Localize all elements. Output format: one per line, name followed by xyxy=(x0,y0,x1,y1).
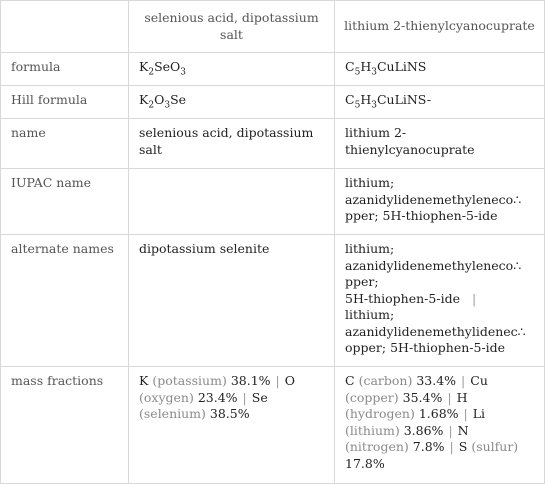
table-row xyxy=(1,235,545,367)
column-header-compound-b: lithium 2-thienylcyanocuprate xyxy=(335,1,545,53)
formula-compound-a: $K_2SeO_3$ xyxy=(129,53,335,86)
table-row xyxy=(1,119,545,169)
table-row xyxy=(1,367,545,484)
mass-fractions-compound-a: K (potassium) 38.1% | O (oxygen) 23.4% | Se (selenium) 38.5% xyxy=(129,367,335,484)
header-row xyxy=(1,1,545,53)
separator: | xyxy=(471,290,477,306)
mass-fractions-compound-b: C (carbon) 33.4% | Cu (copper) 35.4% | H (hydrogen) 1.68% | Li (lithium) 3.86% | N (nitrogen) 7.8% | S (sulfur) 17.8% xyxy=(335,367,545,484)
header-empty-cell xyxy=(1,1,129,53)
alternate-names-compound-a: dipotassium selenite xyxy=(129,235,335,367)
hill-formula-compound-a: $K_2O_3Se$ xyxy=(129,86,335,119)
column-header-compound-a: selenious acid, dipotassium salt xyxy=(129,1,335,53)
name-compound-b: lithium 2-thienylcyanocuprate xyxy=(335,119,545,169)
row-label-formula: formula xyxy=(1,53,129,86)
name-compound-a: selenious acid, dipotassium salt xyxy=(129,119,335,169)
table-row xyxy=(1,53,545,86)
iupac-name-compound-a xyxy=(129,169,335,235)
hill-formula-compound-b: $C_5H_3CuLiNS-$ xyxy=(335,86,545,119)
row-label-hill-formula: Hill formula xyxy=(1,86,129,119)
alternate-names-compound-b: lithium; azanidylidenemethyleneco∴ pper; 5H-thiophen-5-ide | lithium; azanidylidenemethylidenec∴ opper; 5H-thiophen-5-ide xyxy=(335,235,545,367)
formula-compound-b: $C_5H_3CuLiNS$ xyxy=(335,53,545,86)
row-label-iupac-name: IUPAC name xyxy=(1,169,129,235)
row-label-mass-fractions: mass fractions xyxy=(1,367,129,484)
iupac-name-compound-b: lithium; azanidylidenemethyleneco∴ pper; 5H-thiophen-5-ide xyxy=(335,169,545,235)
table-row xyxy=(1,86,545,119)
row-label-alternate-names: alternate names xyxy=(1,235,129,367)
row-label-name: name xyxy=(1,119,129,169)
table-row xyxy=(1,169,545,235)
